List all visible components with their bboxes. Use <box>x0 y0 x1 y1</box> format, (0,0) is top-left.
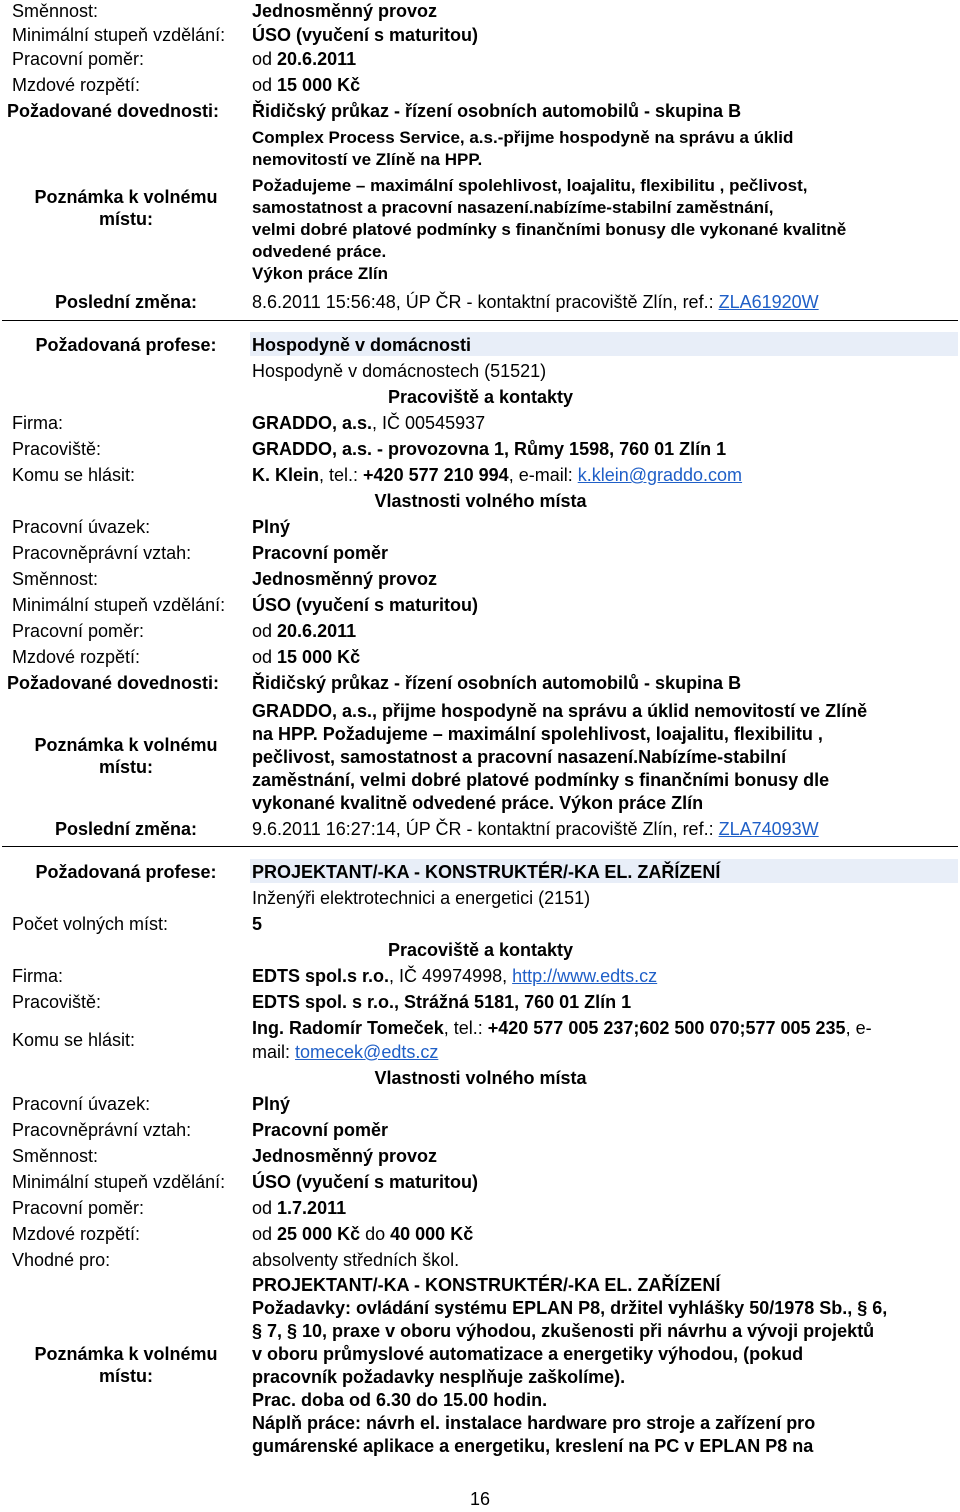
wage-value: od 15 000 Kč <box>252 75 361 95</box>
section-props: Vlastnosti volného místa <box>374 491 587 511</box>
load-label: Pracovní úvazek: <box>12 1094 151 1114</box>
job3-profession-sub-row <box>0 887 960 913</box>
note-label: Poznámka k volnému místu: <box>34 735 218 777</box>
contact-label: Komu se hlásit: <box>12 1030 136 1050</box>
note-label: Poznámka k volnému místu: <box>34 187 218 229</box>
start-label: Pracovní poměr: <box>12 621 145 641</box>
job3-profession-row <box>0 861 960 887</box>
last-change-value: 9.6.2011 16:27:14, ÚP ČR - kontaktní pracoviště Zlín, ref.: ZLA74093W <box>252 819 819 839</box>
wage-value: od 25 000 Kč do 40 000 Kč <box>252 1224 474 1244</box>
skills-value: Řidičský průkaz - řízení osobních automobilů - skupina B <box>252 101 742 121</box>
profession-value: PROJEKTANT/-KA - KONSTRUKTÉR/-KA EL. ZAŘÍZENÍ <box>252 862 721 882</box>
firm-label: Firma: <box>12 966 63 986</box>
job3-shift-row <box>0 1145 960 1171</box>
start-label: Pracovní poměr: <box>12 1198 145 1218</box>
wage-label: Mzdové rozpětí: <box>12 647 141 667</box>
contact-label: Komu se hlásit: <box>12 465 136 485</box>
shift-label: Směnnost: <box>12 569 99 589</box>
last-change-value: 8.6.2011 15:56:48, ÚP ČR - kontaktní pracoviště Zlín, ref.: ZLA61920W <box>252 292 819 312</box>
job2-profession-row <box>0 334 960 360</box>
count-value: 5 <box>252 914 263 934</box>
edu-label: Minimální stupeň vzdělání: <box>12 25 226 45</box>
ref-link[interactable]: ZLA61920W <box>718 292 819 312</box>
job2-load-row <box>0 516 960 542</box>
shift-label: Směnnost: <box>12 1146 99 1166</box>
suitable-label: Vhodné pro: <box>12 1250 111 1270</box>
job2-wage-row <box>0 646 960 672</box>
note-label: Poznámka k volnému místu: <box>34 1344 218 1386</box>
job3-suitable-row <box>0 1249 960 1275</box>
job3-contacts-heading <box>0 939 960 965</box>
note-text: GRADDO, a.s., přijme hospodyně na správu a úklid nemovitostí ve Zlíně na HPP. Požadujeme – maximální spolehlivost, loajalitu, flexibilitu , pečlivost, samostatnost a pracovní nasazení.Nabízíme-stabilní zaměstnání, velmi dobré platové podmínky s finančními bonusy dle vykonané kvalitně odvedené práce. Výkon práce Zlín <box>252 701 868 813</box>
contact-value: Ing. Radomír Tomeček, tel.: +420 577 005 237;602 500 070;577 005 235, e- <box>252 1018 872 1038</box>
note-text: PROJEKTANT/-KA - KONSTRUKTÉR/-KA EL. ZAŘÍZENÍ Požadavky: ovládání systému EPLAN P8, držitel vyhlášky 50/1978 Sb., § 6, § 7, § 10, praxe v oboru výhodou, zkušenosti při návrhu a vývoji projektů v oboru průmyslové automatizace a energetiky výhodou, (pokud pracovník požadavky nesplňuje zaškolíme). Prac. doba od 6.30 do 15.00 hodin. Náplň práce: návrh el. instalace hardware pro stroje a zařízení pro gumárenské aplikace a energetiku, kreslení na PC v EPLAN P8 na <box>252 1275 888 1456</box>
job2-contacts-heading <box>0 386 960 412</box>
shift-value: Jednosměnný provoz <box>252 569 438 589</box>
top-edu-row <box>0 24 960 50</box>
shift-value: Jednosměnný provoz <box>252 1146 438 1166</box>
rel-value: Pracovní poměr <box>252 543 389 563</box>
job3-edu-row <box>0 1171 960 1197</box>
job2-rel-row <box>0 542 960 568</box>
section-props: Vlastnosti volného místa <box>374 1068 587 1088</box>
job2-profession-sub-row <box>0 360 960 386</box>
email-link[interactable]: tomecek@edts.cz <box>295 1042 439 1062</box>
contact-value: K. Klein, tel.: +420 577 210 994, e-mail: k.klein@graddo.com <box>252 465 743 485</box>
last-change-label: Poslední změna: <box>54 292 198 312</box>
job3-workplace-row <box>0 991 960 1017</box>
job2-shift-row <box>0 568 960 594</box>
top-wage-row <box>0 74 960 100</box>
profession-value: Hospodyně v domácnosti <box>252 335 472 355</box>
web-link[interactable]: http://www.edts.cz <box>512 966 658 986</box>
contact-mail: mail: tomecek@edts.cz <box>252 1042 439 1062</box>
edu-value: ÚSO (vyučení s maturitou) <box>252 1172 479 1192</box>
job2-props-heading <box>0 490 960 516</box>
profession-sub: Hospodyně v domácnostech (51521) <box>252 361 547 381</box>
last-change-label: Poslední změna: <box>54 819 198 839</box>
suitable-value: absolventy středních škol. <box>252 1250 460 1270</box>
job2-contact-row <box>0 464 960 490</box>
wage-label: Mzdové rozpětí: <box>12 75 141 95</box>
job2-start-row <box>0 620 960 646</box>
job2-edu-row <box>0 594 960 620</box>
top-start-row <box>0 48 960 74</box>
top-last-change-row <box>0 291 960 317</box>
job2-last-change-row <box>0 818 960 844</box>
top-shift-row <box>0 0 960 26</box>
start-value: od 20.6.2011 <box>252 49 357 69</box>
shift-label: Směnnost: <box>12 1 99 21</box>
rel-label: Pracovněprávní vztah: <box>12 543 192 563</box>
workplace-value: GRADDO, a.s. - provozovna 1, Růmy 1598, 760 01 Zlín 1 <box>252 439 727 459</box>
start-label: Pracovní poměr: <box>12 49 145 69</box>
firm-value: GRADDO, a.s., IČ 00545937 <box>252 413 486 433</box>
load-label: Pracovní úvazek: <box>12 517 151 537</box>
firm-label: Firma: <box>12 413 63 433</box>
job2-workplace-row <box>0 438 960 464</box>
edu-label: Minimální stupeň vzdělání: <box>12 595 226 615</box>
load-value: Plný <box>252 517 291 537</box>
section-contacts: Pracoviště a kontakty <box>387 940 574 960</box>
edu-label: Minimální stupeň vzdělání: <box>12 1172 226 1192</box>
profession-label: Požadovaná profese: <box>35 335 217 355</box>
load-value: Plný <box>252 1094 291 1114</box>
start-value: od 20.6.2011 <box>252 621 357 641</box>
edu-value: ÚSO (vyučení s maturitou) <box>252 595 479 615</box>
ref-link[interactable]: ZLA74093W <box>718 819 819 839</box>
email-link[interactable]: k.klein@graddo.com <box>577 465 743 485</box>
section-contacts: Pracoviště a kontakty <box>387 387 574 407</box>
job3-rel-row <box>0 1119 960 1145</box>
workplace-label: Pracoviště: <box>12 992 102 1012</box>
job3-count-row <box>0 913 960 939</box>
job3-contact-row <box>0 1017 960 1065</box>
job3-start-row <box>0 1197 960 1223</box>
job2-skills-row <box>0 672 960 698</box>
shift-value: Jednosměnný provoz <box>252 1 438 21</box>
job3-load-row <box>0 1093 960 1119</box>
job3-firm-row <box>0 965 960 991</box>
profession-label: Požadovaná profese: <box>35 862 217 882</box>
profession-sub: Inženýři elektrotechnici a energetici (2151) <box>252 888 591 908</box>
start-value: od 1.7.2011 <box>252 1198 347 1218</box>
rel-value: Pracovní poměr <box>252 1120 389 1140</box>
skills-label: Požadované dovednosti: <box>7 673 220 693</box>
job3-props-heading <box>0 1067 960 1093</box>
skills-label: Požadované dovednosti: <box>7 101 220 121</box>
wage-label: Mzdové rozpětí: <box>12 1224 141 1244</box>
edu-value: ÚSO (vyučení s maturitou) <box>252 25 479 45</box>
job2-firm-row <box>0 412 960 438</box>
job3-wage-row <box>0 1223 960 1249</box>
skills-value: Řidičský průkaz - řízení osobních automobilů - skupina B <box>252 673 742 693</box>
top-skills-row <box>0 100 960 126</box>
divider <box>2 320 958 321</box>
rel-label: Pracovněprávní vztah: <box>12 1120 192 1140</box>
note-text: Complex Process Service, a.s.-přijme hospodyně na správu a úklid nemovitostí ve Zlíně na HPP. Požadujeme – maximální spolehlivost, loajalitu, flexibilitu , pečlivost, samostatnost a pracovní nasazení.nabízíme-stabilní zaměstnání, velmi dobré platové podmínky s finančními bonusy dle vykonané kvalitně odvedené práce. Výkon práce Zlín <box>252 128 847 283</box>
divider <box>2 846 958 847</box>
firm-value: EDTS spol.s r.o., IČ 49974998, http://www.edts.cz <box>252 966 658 986</box>
page-number: 16 <box>469 1489 491 1509</box>
count-label: Počet volných míst: <box>12 914 169 934</box>
workplace-value: EDTS spol. s r.o., Strážná 5181, 760 01 Zlín 1 <box>252 992 632 1012</box>
workplace-label: Pracoviště: <box>12 439 102 459</box>
wage-value: od 15 000 Kč <box>252 647 361 667</box>
